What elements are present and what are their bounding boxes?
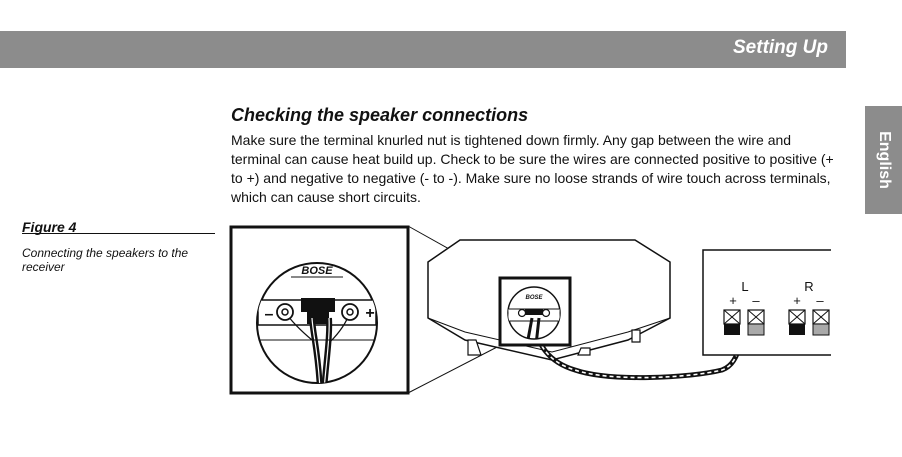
positive-terminal-label: +: [365, 305, 375, 322]
receiver-left-negative-terminal: [748, 310, 764, 335]
left-negative-sign: –: [752, 293, 760, 308]
terminal-inset-large: [231, 227, 408, 393]
header-title: Setting Up: [733, 37, 828, 58]
receiver-right-positive-terminal: [789, 310, 805, 335]
receiver-left-label: L: [741, 279, 749, 294]
receiver-right-negative-terminal: [813, 310, 829, 335]
language-tab-label: English: [875, 131, 893, 189]
left-positive-sign: +: [729, 293, 737, 308]
bose-logo-small: BOSE: [525, 295, 543, 301]
terminal-inset-small: [500, 278, 570, 345]
section-body: Make sure the terminal knurled nut is tightened down firmly. Any gap between the wire and terminal can cause heat build up. Check to be sure the wires are connected positive to positive (+ to +) and negative to negative (- to -). Make sure no loose strands of wire touch across terminals, which can cause short circuits.: [231, 132, 834, 205]
receiver: [703, 250, 831, 355]
bose-logo-large: BOSE: [301, 265, 333, 277]
figure-label: Figure 4: [22, 219, 77, 235]
receiver-left-positive-terminal: [724, 310, 740, 335]
figure-caption: Connecting the speakers to the receiver: [22, 246, 189, 274]
section-title: Checking the speaker connections: [231, 105, 529, 125]
negative-terminal-label: –: [264, 306, 274, 323]
right-positive-sign: +: [793, 293, 801, 308]
right-negative-sign: –: [816, 293, 824, 308]
receiver-right-label: R: [804, 279, 814, 294]
